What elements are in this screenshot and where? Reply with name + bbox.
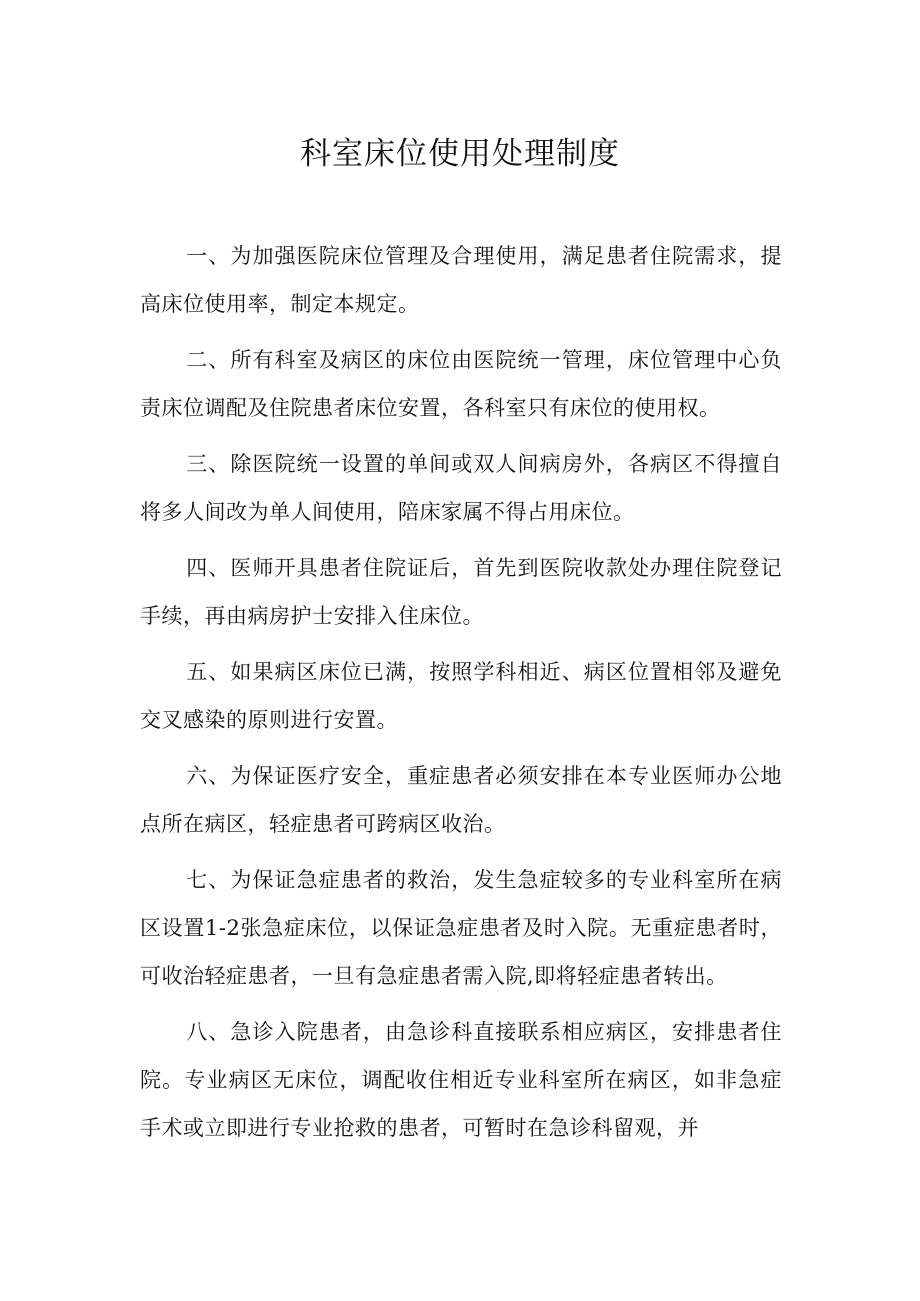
paragraph-6: 六、为保证医疗安全，重症患者必须安排在本专业医师办公地点所在病区，轻症患者可跨病区收治。 bbox=[140, 764, 782, 836]
paragraph-8: 八、急诊入院患者，由急诊科直接联系相应病区，安排患者住院。专业病区无床位，调配收住相近专业科室所在病区，如非急症手术或立即进行专业抢救的患者，可暂时在急诊科留观，并 bbox=[140, 1020, 782, 1140]
document-body bbox=[140, 232, 782, 1152]
paragraph-5: 五、如果病区床位已满，按照学科相近、病区位置相邻及避免交叉感染的原则进行安置。 bbox=[140, 660, 782, 732]
paragraph-1: 一、为加强医院床位管理及合理使用，满足患者住院需求，提高床位使用率，制定本规定。 bbox=[140, 244, 782, 316]
paragraph-7: 七、为保证急症患者的救治，发生急症较多的专业科室所在病区设置1-2张急症床位，以保证急症患者及时入院。无重症患者时，可收治轻症患者，一旦有急症患者需入院,即将轻症患者转出。 bbox=[140, 868, 782, 988]
paragraph-4: 四、医师开具患者住院证后，首先到医院收款处办理住院登记手续，再由病房护士安排入住床位。 bbox=[140, 556, 782, 628]
paragraph-3: 三、除医院统一设置的单间或双人间病房外，各病区不得擅自将多人间改为单人间使用，陪床家属不得占用床位。 bbox=[140, 452, 782, 524]
document-title: 科室床位使用处理制度 bbox=[300, 136, 620, 172]
paragraph-2: 二、所有科室及病区的床位由医院统一管理，床位管理中心负责床位调配及住院患者床位安置，各科室只有床位的使用权。 bbox=[140, 348, 782, 420]
